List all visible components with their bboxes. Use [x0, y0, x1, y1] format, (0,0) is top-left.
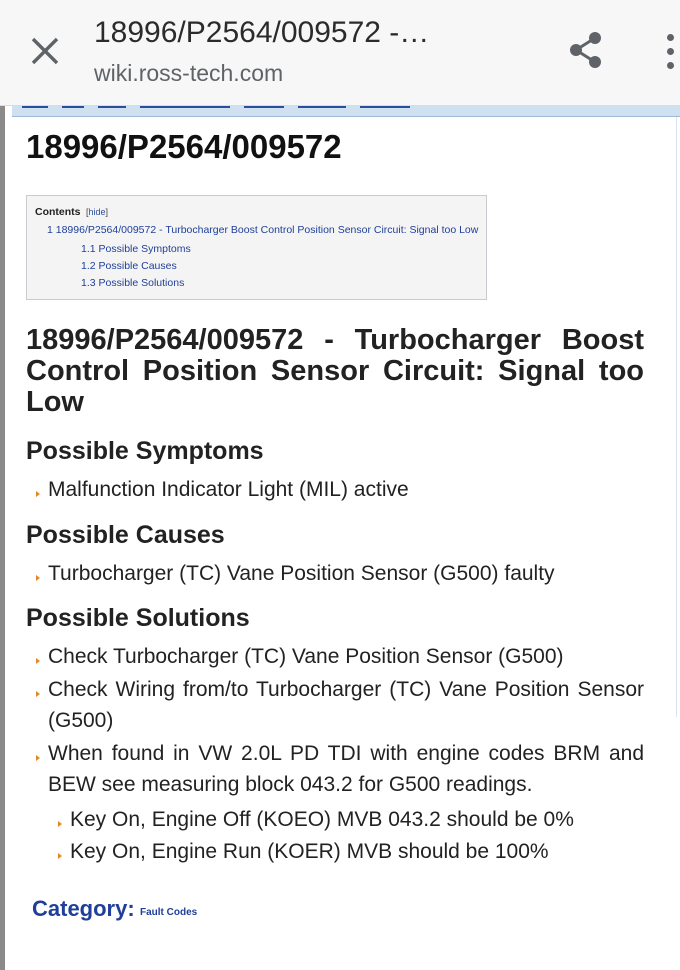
page-right-rule: [676, 117, 677, 717]
bullet-icon: [58, 853, 62, 859]
solution-item: Check Turbocharger (TC) Vane Position Sensor (G500): [48, 645, 564, 668]
bullet-icon: [58, 821, 62, 827]
solution-item: When found in VW 2.0L PD TDI with engine codes BRM and BEW see measuring block 043.2 for G500 readings.: [48, 742, 644, 796]
bullet-icon: [36, 755, 40, 761]
category-link-fault-codes[interactable]: Fault Codes: [140, 907, 198, 918]
browser-url[interactable]: wiki.ross-tech.com: [94, 60, 284, 86]
bullet-icon: [36, 658, 40, 664]
browser-toolbar: [0, 0, 680, 106]
bullet-icon: [36, 491, 40, 497]
close-icon[interactable]: [26, 32, 64, 70]
more-vert-icon[interactable]: [660, 30, 680, 74]
symptom-item: Malfunction Indicator Light (MIL) active: [48, 478, 409, 501]
toc-heading: Contents: [35, 206, 81, 218]
toc-item-symptoms[interactable]: 1.1 Possible Symptoms: [81, 243, 191, 255]
solution-subitem: Key On, Engine Off (KOEO) MVB 043.2 should be 0%: [70, 808, 574, 831]
cause-item: Turbocharger (TC) Vane Position Sensor (G500) faulty: [48, 562, 555, 585]
browser-page-title: 18996/P2564/009572 -…: [94, 16, 430, 49]
solution-subitem: Key On, Engine Run (KOER) MVB should be 100%: [70, 840, 549, 863]
toc-item-main[interactable]: 1 18996/P2564/009572 - Turbocharger Boost Control Position Sensor Circuit: Signal too Low: [47, 224, 479, 236]
symptoms-heading: Possible Symptoms: [26, 437, 264, 465]
article-heading: 18996/P2564/009572 - Turbocharger Boost Control Position Sensor Circuit: Signal too Low: [26, 324, 644, 418]
top-nav-strip: [12, 106, 680, 117]
bullet-icon: [36, 691, 40, 697]
toc-item-solutions[interactable]: 1.3 Possible Solutions: [81, 277, 185, 289]
toc-item-causes[interactable]: 1.2 Possible Causes: [81, 260, 177, 272]
page-left-rule: [0, 106, 5, 970]
toc-hide-toggle[interactable]: [ hide ]: [86, 207, 108, 217]
causes-heading: Possible Causes: [26, 521, 225, 549]
solutions-heading: Possible Solutions: [26, 604, 250, 632]
table-of-contents: [26, 195, 487, 300]
bullet-icon: [36, 575, 40, 581]
share-icon[interactable]: [564, 28, 608, 72]
solution-item: Check Wiring from/to Turbocharger (TC) Vane Position Sensor (G500): [48, 678, 644, 732]
page-title: 18996/P2564/009572: [26, 128, 342, 165]
category-label: Category:: [32, 896, 135, 921]
